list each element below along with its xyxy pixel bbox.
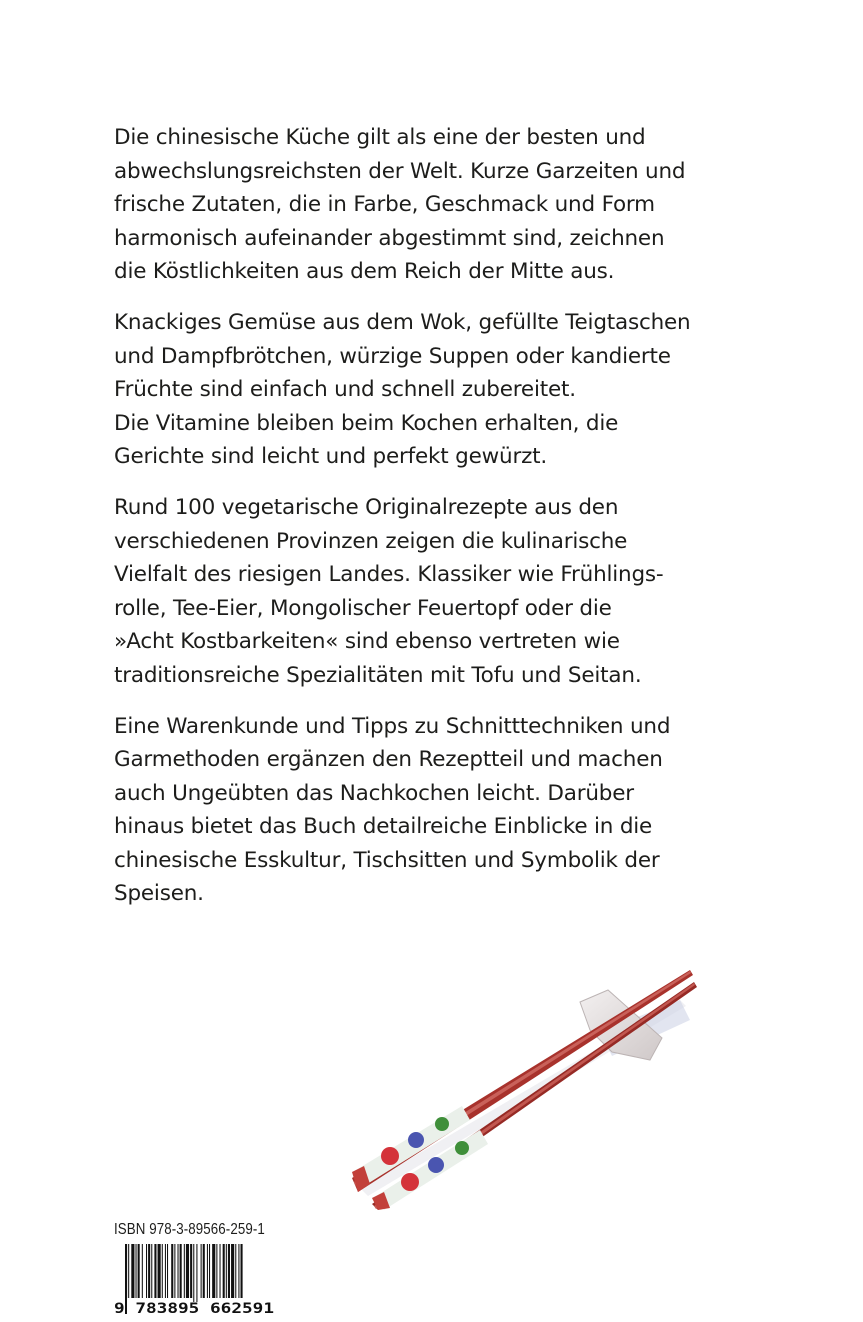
blurb-text [114,121,754,928]
isbn-label: ISBN 978-3-89566-259-1 [114,1221,265,1238]
text-line: rolle, Tee-Eier, Mongolischer Feuertopf oder die [114,595,612,621]
text-line: Die Vitamine bleiben beim Kochen erhalten, die [114,410,619,436]
text-line: abwechslungsreichsten der Welt. Kurze Garzeiten und [114,158,686,184]
barcode-bar [186,1244,189,1302]
barcode-bar [165,1244,166,1302]
chopsticks-illustration [350,960,710,1210]
text-line: harmonisch aufeinander abgestimmt sind, zeichnen [114,225,665,251]
text-line: Gerichte sind leicht und perfekt gewürzt. [114,444,548,470]
barcode-bar [216,1244,217,1302]
barcode-bar [207,1244,208,1302]
text-line: Die chinesische Küche gilt als eine der besten und [114,125,646,150]
text-line: Früchte sind einfach und schnell zubereitet. [114,377,576,403]
barcode-bar [209,1244,210,1302]
text-line: traditionsreiche Spezialitäten mit Tofu und Seitan. [114,662,642,688]
barcode-bar [203,1244,205,1302]
barcode-bar [228,1244,230,1302]
text-line: die Köstlichkeiten aus dem Reich der Mitte aus. [114,259,615,285]
barcode-bar [142,1244,143,1302]
barcode-bar [167,1244,168,1302]
barcode-bar [201,1244,202,1302]
barcode-bar [226,1244,227,1302]
barcode-bar [212,1244,215,1302]
barcode-bar [138,1244,140,1302]
barcode-bar [196,1244,197,1302]
paragraph-2 [114,306,754,474]
barcode-bar [154,1244,156,1302]
paragraph-1 [114,121,754,289]
barcode-bar [190,1244,192,1302]
paragraph-3 [114,491,754,693]
text-line: hinaus bietet das Buch detailreiche Einblicke in die [114,814,653,840]
barcode-bar [238,1244,239,1302]
barcode-bar [180,1244,182,1302]
text-line: verschiedenen Provinzen zeigen die kulinarische [114,528,628,554]
text-line: Vielfalt des riesigen Landes. Klassiker wie Frühlings- [114,562,664,588]
text-line: »Acht Kostbarkeiten« sind ebenso vertreten wie [114,629,620,655]
barcode-bar [235,1244,236,1302]
text-line: Garmethoden ergänzen den Rezeptteil und machen [114,747,663,773]
barcode-bar [178,1244,179,1302]
paragraph-4 [114,710,754,912]
barcode-bar [193,1244,194,1302]
barcode [113,1244,283,1316]
barcode-bar [171,1244,173,1302]
barcode-bar [162,1244,163,1302]
text-line: frische Zutaten, die in Farbe, Geschmack und Form [114,192,655,218]
barcode-bar [136,1244,137,1302]
text-line: Speisen. [114,881,204,907]
text-line: Knackiges Gemüse aus dem Wok, gefüllte Teigtaschen [114,309,691,335]
barcode-bar [231,1244,234,1302]
barcode-bar [174,1244,175,1302]
text-line: Eine Warenkunde und Tipps zu Schnitttechniken und [114,713,671,739]
barcode-bar [184,1244,185,1302]
barcode-bar [146,1244,147,1302]
text-line: und Dampfbrötchen, würzige Suppen oder kandierte [114,343,671,369]
barcode-digits: 9 783895 662591 [114,1301,275,1316]
barcode-bar [131,1244,134,1302]
barcode-bar [223,1244,225,1302]
barcode-bar [158,1244,161,1302]
barcode-bar [148,1244,150,1302]
barcode-bar [220,1244,221,1302]
text-line: chinesische Esskultur, Tischsitten und Symbolik der [114,847,660,873]
text-line: Rund 100 vegetarische Originalrezepte aus den [114,494,619,520]
barcode-bar [151,1244,152,1302]
text-line: auch Ungeübten das Nachkochen leicht. Darüber [114,780,634,806]
